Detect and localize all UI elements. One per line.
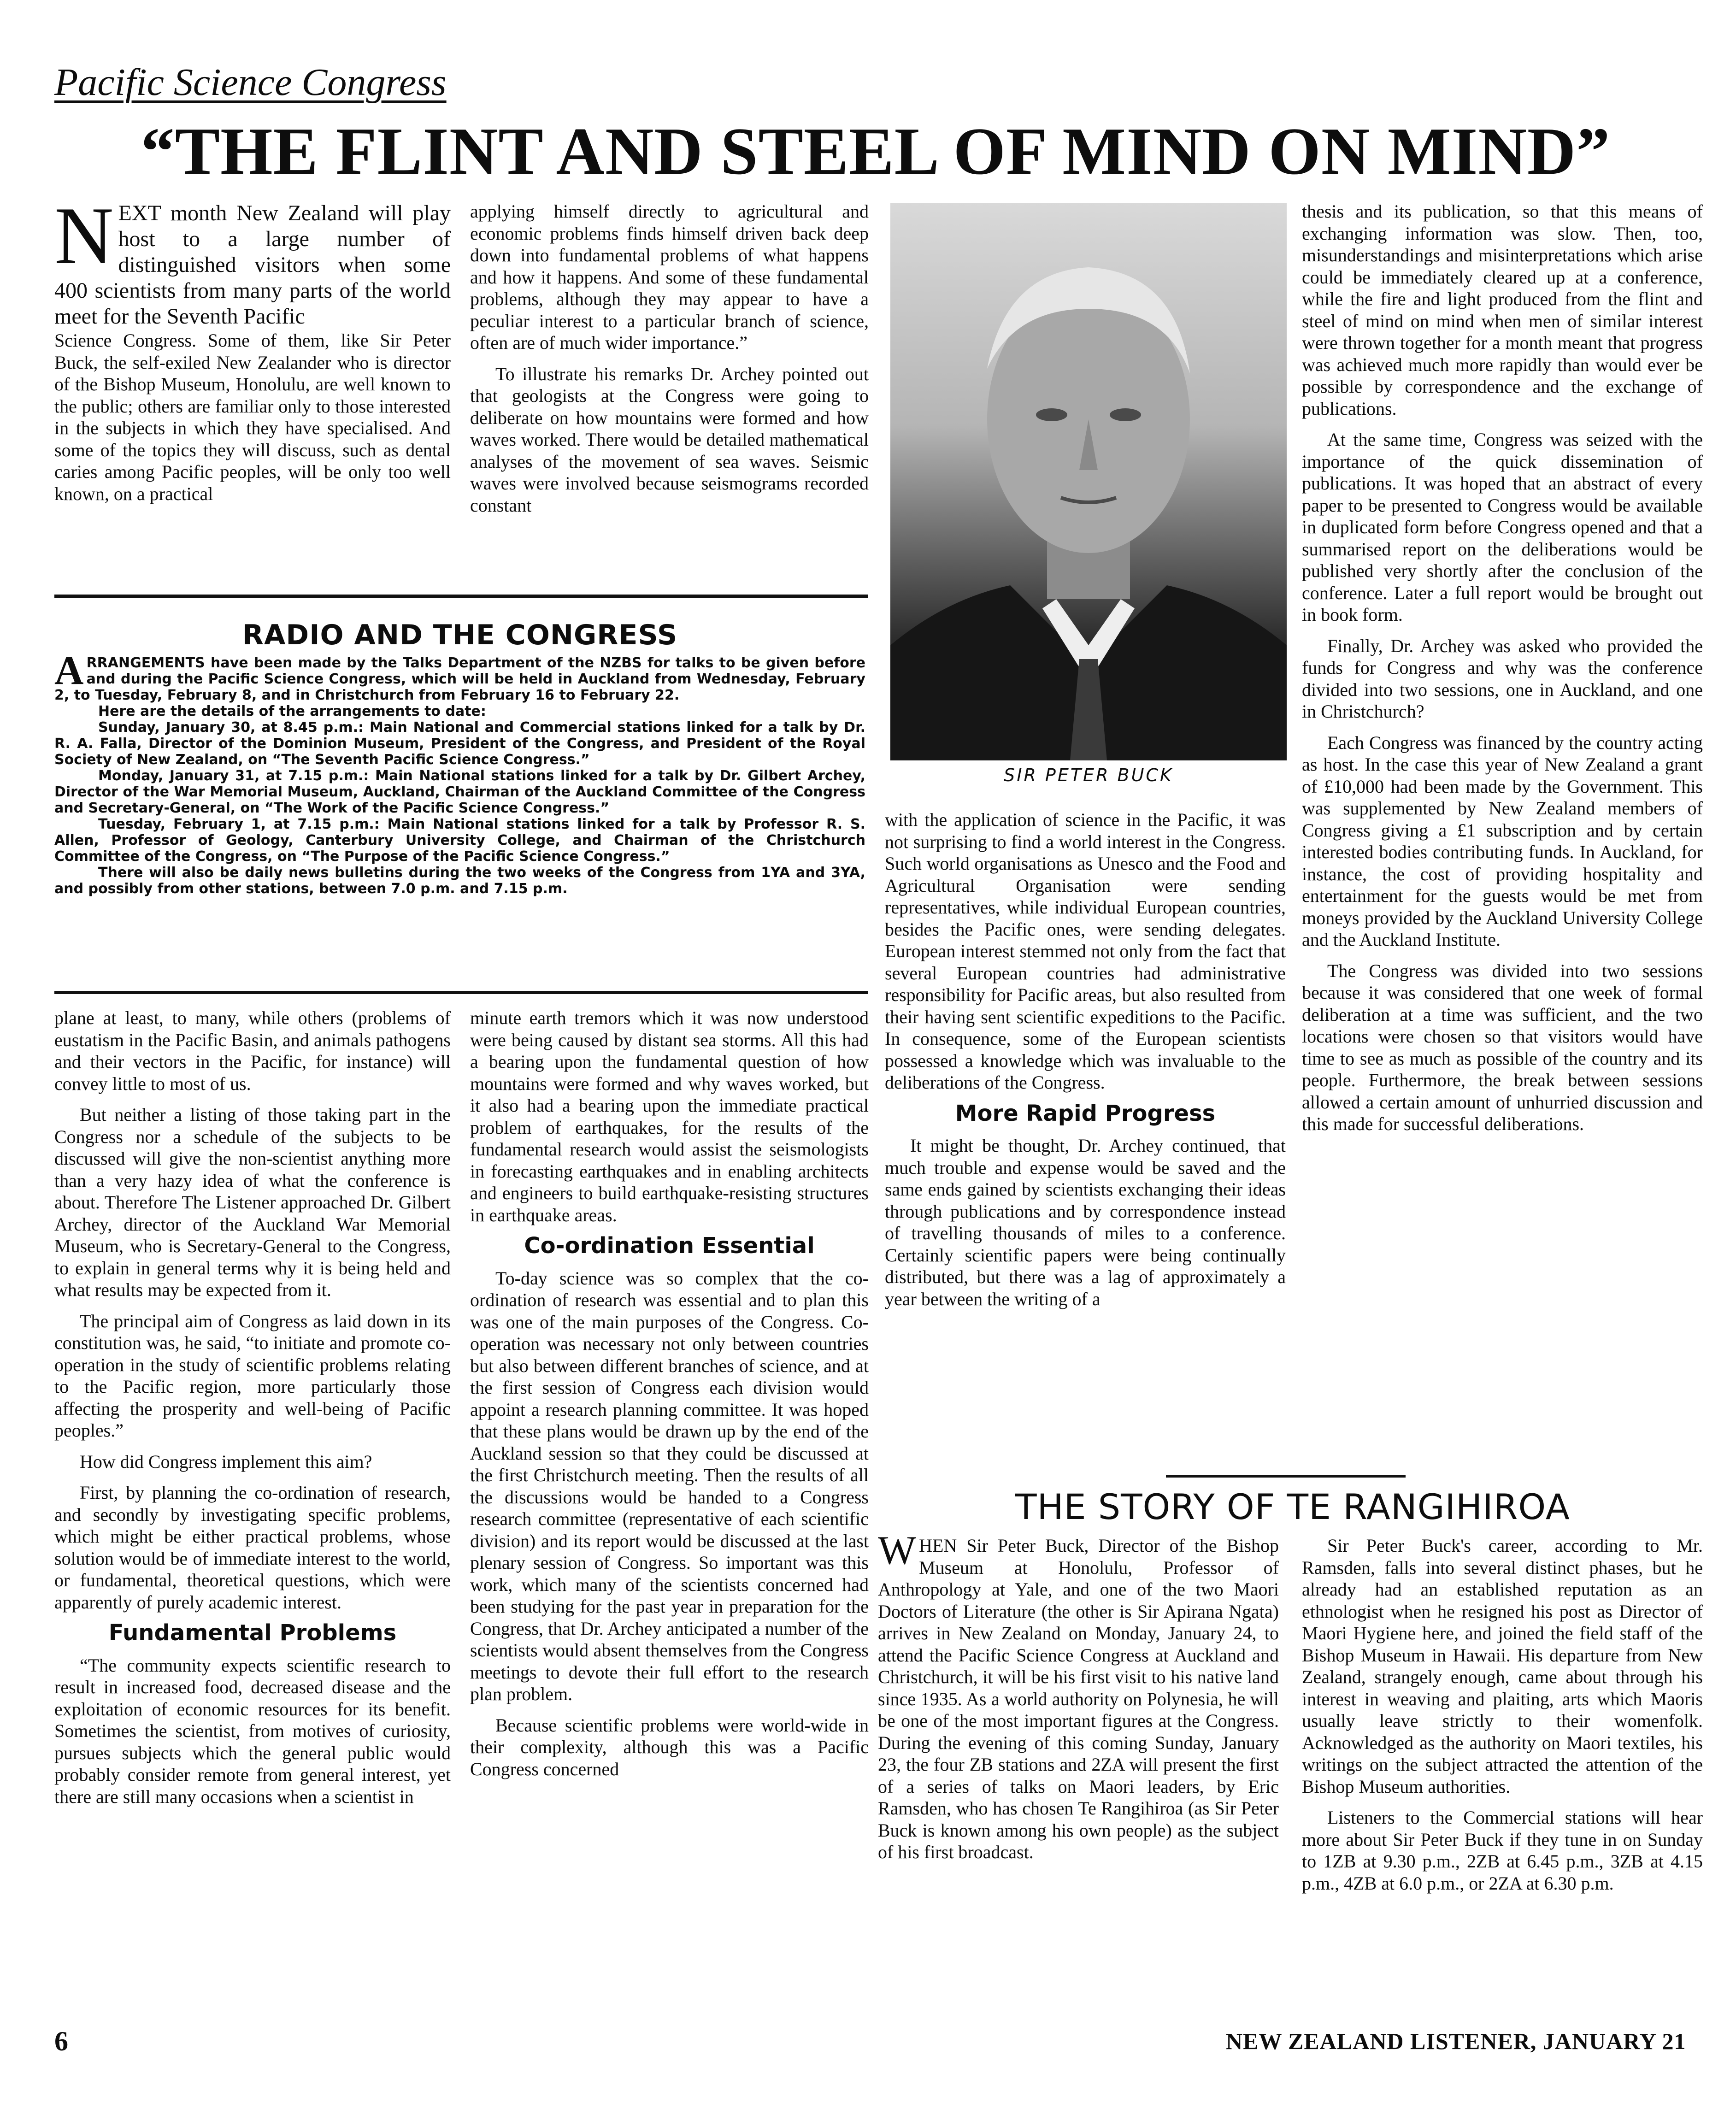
- drop-cap: A: [54, 648, 84, 693]
- paragraph: thesis and its publication, so that this means of exchanging information was slow. Then, too, misunderstandings and misinterpretations which arise could be immediately cleared up at a conference, while the fire and light produced from the flint and steel of mind on mind when men of similar interest were thrown together for a month meant that progress was achieved much more rapidly than would ever be possible by correspondence and the exchange of publications.: [1302, 201, 1703, 419]
- intro-text: Science Congress. Some of them, like Sir Peter Buck, the self-exiled New Zealander who is director of the Bishop Museum, Honolulu, are well known to the public; others are familiar only to those interested in the subjects in which they have specialised. And some of the topics they will discuss, such as dental caries among Pacific peoples, will be only too well known, on a practical: [54, 330, 451, 504]
- story-col-b: [1302, 1535, 1703, 1903]
- paragraph: To-day science was so complex that the co-ordination of research was essential and to plan this was one of the main purposes of the Congress. Co-operation was necessary not only between countries but also between different branches of science, and at the first session of Congress each division would appoint a research planning committee. It was hoped that these plans would be drawn up by the end of the Auckland session so that they could be discussed at the first Christchurch meeting. Then the results of all the discussions would be handed to a Congress research committee (representative of each scientific division) and its report would be discussed at the last plenary session of Congress. So important was this work, which many of the scientists concerned had been studying for the past year in preparation for the Congress, that Dr. Archey anticipated a number of the scientists would absent themselves from the Congress meetings to devote their full effort to the research plan problem.: [470, 1267, 869, 1704]
- radio-paragraph: Tuesday, February 1, at 7.15 p.m.: Main National stations linked for a talk by Professor R. S. Allen, Professor of Geology, Canterbury University College, and Chairman of the Christchurch Committee of the Congress, on “The Purpose of the Pacific Science Congress.”: [54, 816, 865, 865]
- story-col-a: [878, 1528, 1279, 1873]
- paragraph: At the same time, Congress was seized with the importance of the quick dissemination of publications. It was hoped that an abstract of every paper to be presented to Congress would be available in duplicated form before Congress opened and that a summarised report on the deliberations would be published very shortly after the conclusion of the conference. Later a full report would be brought out in book form.: [1302, 429, 1703, 625]
- subhead: Fundamental Problems: [108, 1620, 397, 1646]
- paragraph: How did Congress implement this aim?: [80, 1451, 372, 1472]
- paragraph: First, by planning the co-ordination of research, and secondly by investigating specific problems, which might be either practical problems, whose solution would be of immediate interest to the world, or fundamental, theoretical questions, which were apparently of purely academic interest.: [54, 1482, 451, 1613]
- paragraph: Because scientific problems were world-wide in their complexity, although this was a Pacific Congress concerned: [470, 1714, 869, 1779]
- portrait-photo: [890, 203, 1287, 760]
- radio-intro: ARRANGEMENTS have been made by the Talks Department of the NZBS for talks to be given before and during the Pacific Science Congress, which will be held in Auckland from Wednesday, February 2, to Tuesday, February 8, and in Christchurch from February 16 to February 22.: [54, 648, 865, 703]
- page-number: 6: [54, 2026, 68, 2056]
- paragraph: Finally, Dr. Archey was asked who provided the funds for Congress and why was the conference divided into two sessions, one in Auckland, and one in Christchurch?: [1302, 635, 1703, 722]
- story-title: THE STORY OF TE RANGIHIROA: [1015, 1486, 1570, 1527]
- photo-caption: SIR PETER BUCK: [1004, 765, 1173, 785]
- paragraph: “The community expects scientific research to result in increased food, decreased disease and the exploitation of economic resources for its benefit. Sometimes the scientist, from motives of curiosity, pursues subjects which the general public would probably consider remote from general interest, yet there are still many occasions when a scientist in: [54, 1655, 451, 1807]
- col4: [1302, 200, 1703, 1144]
- drop-cap: W: [878, 1528, 917, 1573]
- col3: [885, 809, 1286, 1319]
- paragraph: But neither a listing of those taking part in the Congress nor a schedule of the subjects to be discussed will give the non-scientist anything more than a very hazy idea of what the conference is about. Therefore The Listener approached Dr. Gilbert Archey, director of the Auckland War Memorial Museum, who is Secretary-General to the Congress, to explain in general terms why it is being held and what results may be expected from it.: [54, 1104, 451, 1300]
- paragraph: Sir Peter Buck's career, according to Mr. Ramsden, falls into several distinct phases, but he already had an established reputation as an ethnologist when he resigned his post as Director of Maori Hygiene here, and joined the field staff of the Bishop Museum in Hawaii. His departure from New Zealand, strangely enough, came about through his interest in weaving and plaiting, arts which Maoris usually leave strictly to their womenfolk. Acknowledged as the authority on Maori textiles, his writings on the subject attracted the attention of the Bishop Museum authorities.: [1302, 1535, 1703, 1797]
- story-text: HEN Sir Peter Buck, Director of the Bishop Museum at Honolulu, Professor of Anthropology at Yale, and one of the two Maori Doctors of Literature (the other is Sir Apirana Ngata) arrives in New Zealand on Monday, January 24, to attend the Pacific Science Congress at Auckland and Christchurch, it will be his first visit to his native land since 1935. As a world authority on Polynesia, he will be one of the most important figures at the Congress. During the evening of this coming Sunday, January 23, the four ZB stations and 2ZA will present the first of a series of talks on Maori leaders, by Eric Ramsden, who has chosen Te Rangihiroa (as Sir Peter Buck is known among his own people) as the subject of his first broadcast.: [878, 1535, 1279, 1862]
- section-title: Pacific Science Congress: [54, 61, 447, 104]
- paragraph: The principal aim of Congress as laid down in its constitution was, he said, “to initiate and promote co-operation in the study of scientific problems relating to the Pacific region, more particularly those affecting the prosperity and well-being of Pacific peoples.”: [54, 1310, 451, 1441]
- paragraph: with the application of science in the Pacific, it was not surprising to find a world interest in the Congress. Such world organisations as Unesco and the Food and Agricultural Organisation were sending representatives, while individual European countries, besides the Pacific ones, were sending delegates. European interest stemmed not only from the fact that several European countries had administrative responsibility for Pacific areas, but also resulted from their having sent scientific expeditions to the Pacific. In consequence, some of the European scientists possessed a knowledge which was invaluable to the deliberations of the Congress.: [885, 809, 1286, 1093]
- radio-paragraph: Monday, January 31, at 7.15 p.m.: Main National stations linked for a talk by Dr. Gilbert Archey, Director of the War Memorial Museum, Auckland, Chairman of the Auckland Committee of the Congress and Secretary-General, on “The Work of the Pacific Science Congress.”: [54, 768, 865, 816]
- radio-paragraph: There will also be daily news bulletins during the two weeks of the Congress from 1YA and 3YA, and possibly from other stations, between 7.0 p.m. and 7.15 p.m.: [54, 865, 865, 897]
- col1-bottom: [54, 1007, 451, 1817]
- drop-cap: N: [54, 190, 114, 281]
- radio-paragraph: Here are the details of the arrangements to date:: [98, 703, 486, 719]
- col2-top: [470, 200, 869, 525]
- footer-publication: NEW ZEALAND LISTENER, JANUARY 21: [1226, 2028, 1686, 2054]
- radio-box: [54, 611, 865, 989]
- box-top-rule: [54, 595, 868, 598]
- col2-bottom: [470, 1007, 869, 1789]
- story-top-rule: [1166, 1475, 1406, 1478]
- intro-lede: EXT month New Zealand will play host to a large number of distinguished visitors when some 400 scientists from many parts of the world meet for the Seventh Pacific: [54, 201, 451, 329]
- paragraph: It might be thought, Dr. Archey continued, that much trouble and expense would be saved and the same ends gained by scientists exchanging their ideas through publications and by correspondence instead of travelling thousands of miles to a conference. Certainly scientific papers were being continually distributed, but there was a lag of approximately a year between the writing of a: [885, 1135, 1286, 1309]
- paragraph: applying himself directly to agricultural and economic problems finds himself driven back deep down into fundamental problems of what happens and how it happens. And some of these fundamental problems, although they may appear to have a peculiar interest to a particular branch of science, often are of much wider importance.”: [470, 201, 869, 353]
- radio-box-title: RADIO AND THE CONGRESS: [242, 619, 678, 651]
- paragraph: Listeners to the Commercial stations will hear more about Sir Peter Buck if they tune in on Sunday to 1ZB at 9.30 p.m., 2ZB at 6.45 p.m., 3ZB at 4.15 p.m., 4ZB at 6.0 p.m., or 2ZA at 6.30 p.m.: [1302, 1807, 1703, 1894]
- paragraph: The Congress was divided into two sessions because it was considered that one week of formal deliberation at a time was sufficient, and the two locations were chosen so that visitors would have time to see as much as possible of the country and its people. Furthermore, the break between sessions allowed a certain amount of unhurried discussion and this made for successful deliberations.: [1302, 960, 1703, 1134]
- paragraph: minute earth tremors which it was now understood were being caused by distant sea storms. All this had a bearing upon the fundamental question of how mountains were formed and why waves worked, but it also had a bearing upon the immediate practical problem of earthquakes, for the results of the fundamental research would assist the seismologists in forecasting earthquakes and in enabling architects and engineers to build earthquake-resisting structures in earthquake areas.: [470, 1007, 869, 1225]
- paragraph: To illustrate his remarks Dr. Archey pointed out that geologists at the Congress were going to deliberate on how mountains were formed and how waves worked. There would be detailed mathematical analyses of the movement of sea waves. Seismic waves were involved because seismograms recorded constant: [470, 363, 869, 516]
- box-bottom-rule: [54, 991, 868, 994]
- subhead: More Rapid Progress: [955, 1100, 1216, 1126]
- intro-column: [54, 190, 451, 514]
- paragraph: Each Congress was financed by the country acting as host. In the case this year of New Zealand a grant of £10,000 had been made by the Government. This was supplemented by New Zealand members of Congress giving a £1 subscription and by certain interested bodies contributing funds. In Auckland, for instance, the cost of providing hospitality and entertainment for the guests would be met from moneys provided by the Auckland University College and the Auckland Institute.: [1302, 732, 1703, 950]
- subhead: Co-ordination Essential: [524, 1233, 815, 1259]
- headline: “THE FLINT AND STEEL OF MIND ON MIND”: [141, 114, 1611, 188]
- portrait-image: [890, 203, 1287, 760]
- radio-paragraph: Sunday, January 30, at 8.45 p.m.: Main National and Commercial stations linked for a talk by Dr. R. A. Falla, Director of the Dominion Museum, President of the Congress, and President of the Royal Society of New Zealand, on “The Seventh Pacific Science Congress.”: [54, 719, 865, 768]
- paragraph: plane at least, to many, while others (problems of eustatism in the Pacific Basin, and animals pathogens and their vectors in the Pacific, for instance) will convey little to most of us.: [54, 1007, 451, 1094]
